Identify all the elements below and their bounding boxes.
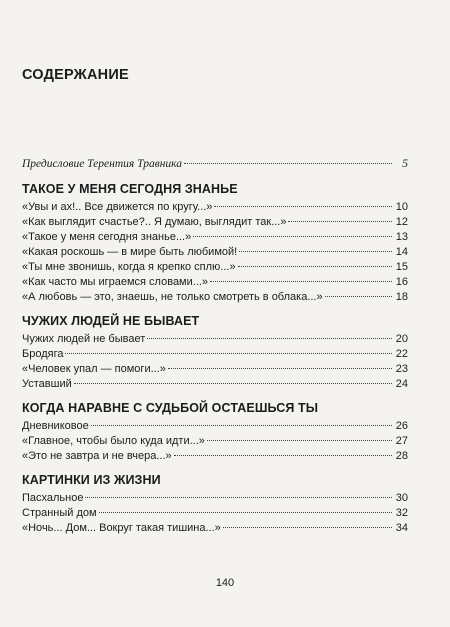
toc-entry [22,245,408,260]
entry-page: 5 [402,158,408,170]
section-title: КАРТИНКИ ИЗ ЖИЗНИ [22,473,161,487]
toc-entry [22,347,408,362]
toc-entry [22,332,408,347]
section-title: ТАКОЕ У МЕНЯ СЕГОДНЯ ЗНАНЬЕ [22,182,238,196]
toc-section [22,401,408,464]
entry-page: 10 [395,201,408,213]
entry-page: 13 [395,231,408,243]
toc-entry [22,230,408,245]
dot-leader [207,440,392,441]
entry-page: 16 [395,276,408,288]
entry-title: «Ночь... Дом... Вокруг такая тишина...» [22,522,221,534]
toc-entry [22,506,408,521]
toc-entry [22,377,408,392]
toc-entry [22,434,408,449]
entry-title: «Как часто мы играемся словами...» [22,276,209,288]
entry-page: 24 [395,378,408,390]
entry-title: Пасхальное [22,492,84,504]
toc-section [22,314,408,392]
toc-section [22,182,408,305]
entry-page: 30 [395,492,408,504]
entry-title: «Такое у меня сегодня знанье...» [22,231,192,243]
entry-title: «Человек упал — помоги...» [22,363,166,375]
entry-title: «А любовь — это, знаешь, не только смотреть в облака...» [22,291,323,303]
dot-leader [288,221,392,222]
toc-entry [22,290,408,305]
toc-entry [22,521,408,536]
entry-title: «Главное, чтобы было куда идти...» [22,435,205,447]
entry-page: 12 [395,216,408,228]
dot-leader [85,497,392,498]
toc-entry [22,260,408,275]
toc-section [22,473,408,536]
dot-leader [174,455,392,456]
dot-leader [147,338,392,339]
dot-leader [91,425,392,426]
dot-leader [223,527,392,528]
entry-title: Уставший [22,378,72,390]
entry-title: «Ты мне звонишь, когда я крепко сплю...» [22,261,236,273]
entry-title: Чужих людей не бывает [22,333,146,345]
entry-page: 32 [395,507,408,519]
toc-entry [22,419,408,434]
entry-page: 14 [395,246,408,258]
entry-page: 20 [395,333,408,345]
entry-page: 34 [395,522,408,534]
dot-leader [74,383,392,384]
preface-entry [22,157,408,172]
toc-entry [22,157,408,172]
entry-page: 23 [395,363,408,375]
section-title: КОГДА НАРАВНЕ С СУДЬБОЙ ОСТАЕШЬСЯ ТЫ [22,401,319,415]
entry-title: «Увы и ах!.. Все движется по кругу...» [22,201,213,213]
entry-page: 15 [395,261,408,273]
entry-title: «Как выглядит счастье?.. Я думаю, выглядит так...» [22,216,287,228]
dot-leader [99,512,392,513]
dot-leader [214,206,392,207]
dot-leader [184,163,392,164]
toc-entry [22,275,408,290]
dot-leader [65,353,392,354]
entry-title: Дневниковое [22,420,89,432]
entry-title: Предисловие Терентия Травника [22,158,182,170]
toc-entry [22,215,408,230]
entry-title: Странный дом [22,507,97,519]
entry-title: «Это не завтра и не вчера...» [22,450,172,462]
entry-page: 18 [395,291,408,303]
toc-entry [22,200,408,215]
toc-entry [22,491,408,506]
entry-page: 22 [395,348,408,360]
dot-leader [239,251,392,252]
dot-leader [168,368,392,369]
section-title: ЧУЖИХ ЛЮДЕЙ НЕ БЫВАЕТ [22,314,200,328]
page-number: 140 [215,577,235,589]
toc-sections [22,182,408,545]
dot-leader [325,296,392,297]
toc-entry [22,362,408,377]
toc-entry [22,449,408,464]
dot-leader [193,236,392,237]
entry-page: 26 [395,420,408,432]
dot-leader [210,281,392,282]
contents-heading: СОДЕРЖАНИЕ [22,67,129,83]
dot-leader [238,266,392,267]
entry-page: 27 [395,435,408,447]
entry-title: «Какая роскошь — в мире быть любимой! [22,246,238,258]
entry-page: 28 [395,450,408,462]
entry-title: Бродяга [22,348,64,360]
